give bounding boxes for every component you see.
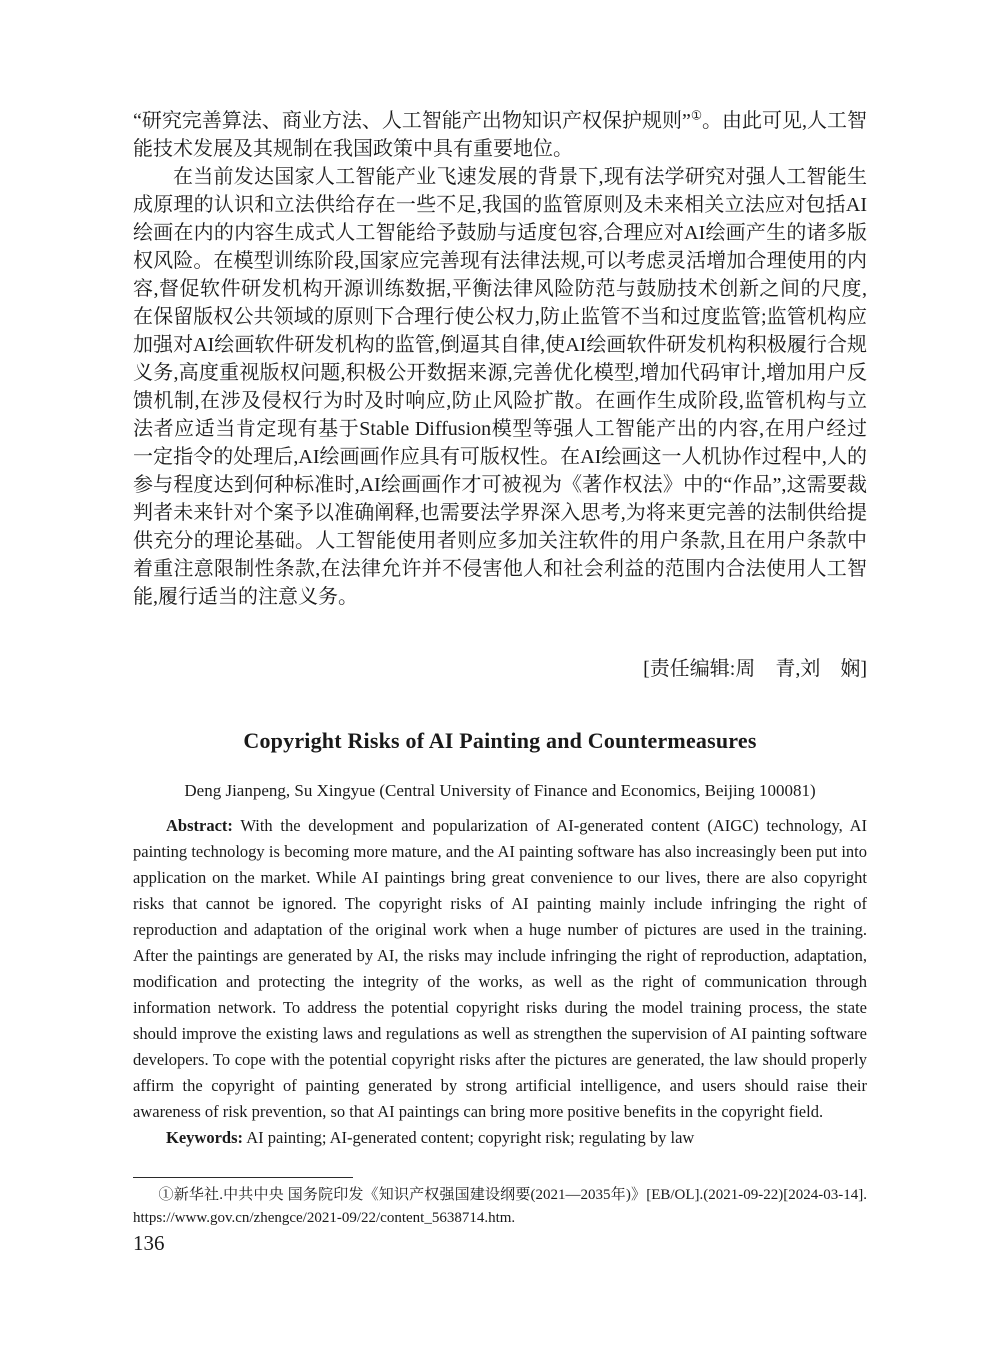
chinese-body-text bbox=[133, 107, 867, 611]
keywords-label: Keywords: bbox=[166, 1128, 243, 1147]
quoted-policy-text: “研究完善算法、商业方法、人工智能产出物知识产权保护规则” bbox=[133, 110, 691, 132]
page-number: 136 bbox=[133, 1231, 165, 1255]
footnote-divider bbox=[133, 1177, 353, 1178]
footnote-reference-mark: ① bbox=[690, 108, 702, 123]
keywords-text: AI painting; AI-generated content; copyright risk; regulating by law bbox=[246, 1128, 695, 1147]
english-keywords bbox=[133, 1125, 867, 1151]
footnote-marker: ① bbox=[158, 1187, 174, 1203]
paragraph-continuation bbox=[133, 107, 867, 163]
abstract-label: Abstract: bbox=[166, 816, 233, 835]
footnote-citation bbox=[133, 1184, 867, 1230]
english-title: Copyright Risks of AI Painting and Countermeasures bbox=[243, 728, 757, 753]
english-abstract bbox=[133, 813, 867, 1125]
footnote-section bbox=[133, 1177, 867, 1230]
english-authors-affiliation: Deng Jianpeng, Su Xingyue (Central University of Finance and Economics, Beijing 100081) bbox=[184, 781, 816, 800]
editor-attribution: [责任编辑:周 青,刘 娴] bbox=[643, 658, 867, 680]
abstract-text: With the development and popularization of AI-generated content (AIGC) technology, AI painting technology is becoming more mature, and the AI painting software has also increasingly been put into application on the market. While AI paintings bring great convenience to our lives, there are also copyright risks that cannot be ignored. The copyright risks of AI painting mainly include infringing the right of reproduction and adaptation of the original work when a huge number of pictures are used in the training. After the paintings are generated by AI, the risks may include infringing the right of reproduction, adaptation, modification and protecting the integrity of the works, as well as the right of communication through information network. To address the potential copyright risks during the model training process, the state should improve the existing laws and regulations as well as strengthen the supervision of AI painting software developers. To cope with the potential copyright risks after the pictures are generated, the law should properly affirm the copyright of painting generated by strong artificial intelligence, and users should raise their awareness of risk prevention, so that AI paintings can bring more positive benefits in the copyright field. bbox=[133, 816, 868, 1121]
footnote-citation-text: 新华社.中共中央 国务院印发《知识产权强国建设纲要(2021—2035年)》[EB/OL].(2021-09-22)[2024-03-14].https://www.gov.cn/zhengce/2021-09/22/content_5638714.htm. bbox=[133, 1187, 867, 1226]
conclusion-paragraph: 在当前发达国家人工智能产业飞速发展的背景下,现有法学研究对强人工智能生成原理的认识和立法供给存在一些不足,我国的监管原则及未来相关立法应对包括AI绘画在内的内容生成式人工智能给予鼓励与适度包容,合理应对AI绘画产生的诸多版权风险。在模型训练阶段,国家应完善现有法律法规,可以考虑灵活增加合理使用的内容,督促软件研发机构开源训练数据,平衡法律风险防范与鼓励技术创新之间的尺度,在保留版权公共领域的原则下合理行使公权力,防止监管不当和过度监管;监管机构应加强对AI绘画软件研发机构的监管,倒逼其自律,使AI绘画软件研发机构积极履行合规义务,高度重视版权问题,积极公开数据来源,完善优化模型,增加代码审计,增加用户反馈机制,在涉及侵权行为时及时响应,防止风险扩散。在画作生成阶段,监管机构与立法者应适当肯定现有基于Stable Diffusion模型等强人工智能产出的内容,在用户经过一定指令的处理后,AI绘画画作应具有可版权性。在AI绘画这一人机协作过程中,人的参与程度达到何种标准时,AI绘画画作才可被视为《著作权法》中的“作品”,这需要裁判者未来针对个案予以准确阐释,也需要法学界深入思考,为将来更完善的法制供给提供充分的理论基础。人工智能使用者则应多加关注软件的用户条款,且在用户条款中着重注意限制性条款,在法律允许并不侵害他人和社会利益的范围内合法使用人工智能,履行适当的注意义务。 bbox=[133, 166, 867, 608]
paragraph-continuation-rest: 。由此可见,人工智能技术发展及其规制在我国政策中具有重要地位。 bbox=[133, 110, 868, 160]
